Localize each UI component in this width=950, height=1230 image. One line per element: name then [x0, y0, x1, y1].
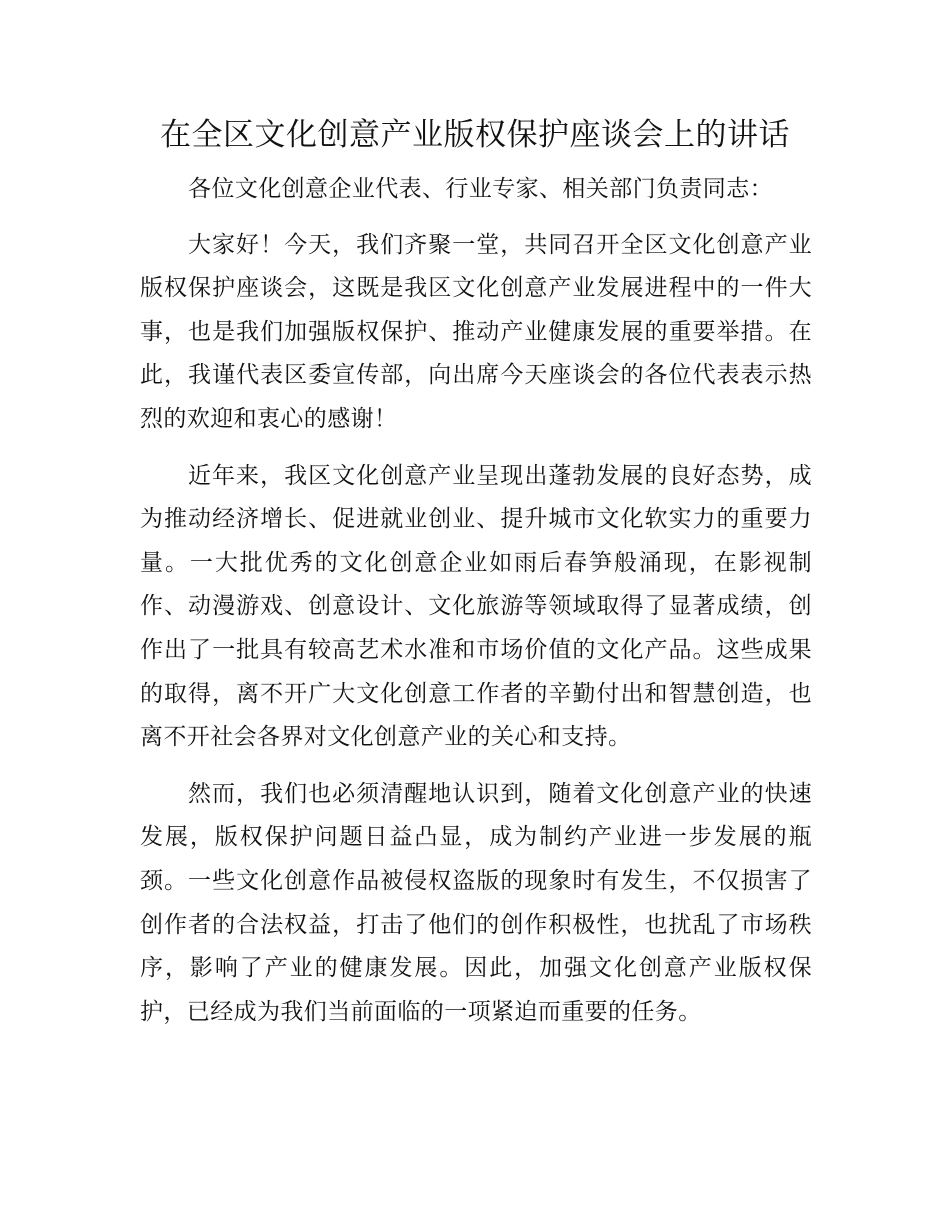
- document-body: [140, 168, 812, 1047]
- paragraph-3: 然而，我们也必须清醒地认识到，随着文化创意产业的快速发展，版权保护问题日益凸显，成为制约产业进一步发展的瓶颈。一些文化创意作品被侵权盗版的现象时有发生，不仅损害了创作者的合法权益，打击了他们的创作积极性，也扰乱了市场秩序，影响了产业的健康发展。因此，加强文化创意产业版权保护，已经成为我们当前面临的一项紧迫而重要的任务。: [140, 780, 812, 1025]
- paragraph-2: 近年来，我区文化创意产业呈现出蓬勃发展的良好态势，成为推动经济增长、促进就业创业、提升城市文化软实力的重要力量。一大批优秀的文化创意企业如雨后春笋般涌现，在影视制作、动漫游戏、创意设计、文化旅游等领域取得了显著成绩，创作出了一批具有较高艺术水准和市场价值的文化产品。这些成果的取得，离不开广大文化创意工作者的辛勤付出和智慧创造，也离不开社会各界对文化创意产业的关心和支持。: [140, 462, 812, 751]
- document-title: 在全区文化创意产业版权保护座谈会上的讲话: [160, 117, 790, 153]
- paragraph-1: 大家好！今天，我们齐聚一堂，共同召开全区文化创意产业版权保护座谈会，这既是我区文化创意产业发展进程中的一件大事，也是我们加强版权保护、推动产业健康发展的重要举措。在此，我谨代表区委宣传部，向出席今天座谈会的各位代表表示热烈的欢迎和衷心的感谢！: [140, 231, 812, 432]
- salutation: 各位文化创意企业代表、行业专家、相关部门负责同志：: [188, 176, 773, 202]
